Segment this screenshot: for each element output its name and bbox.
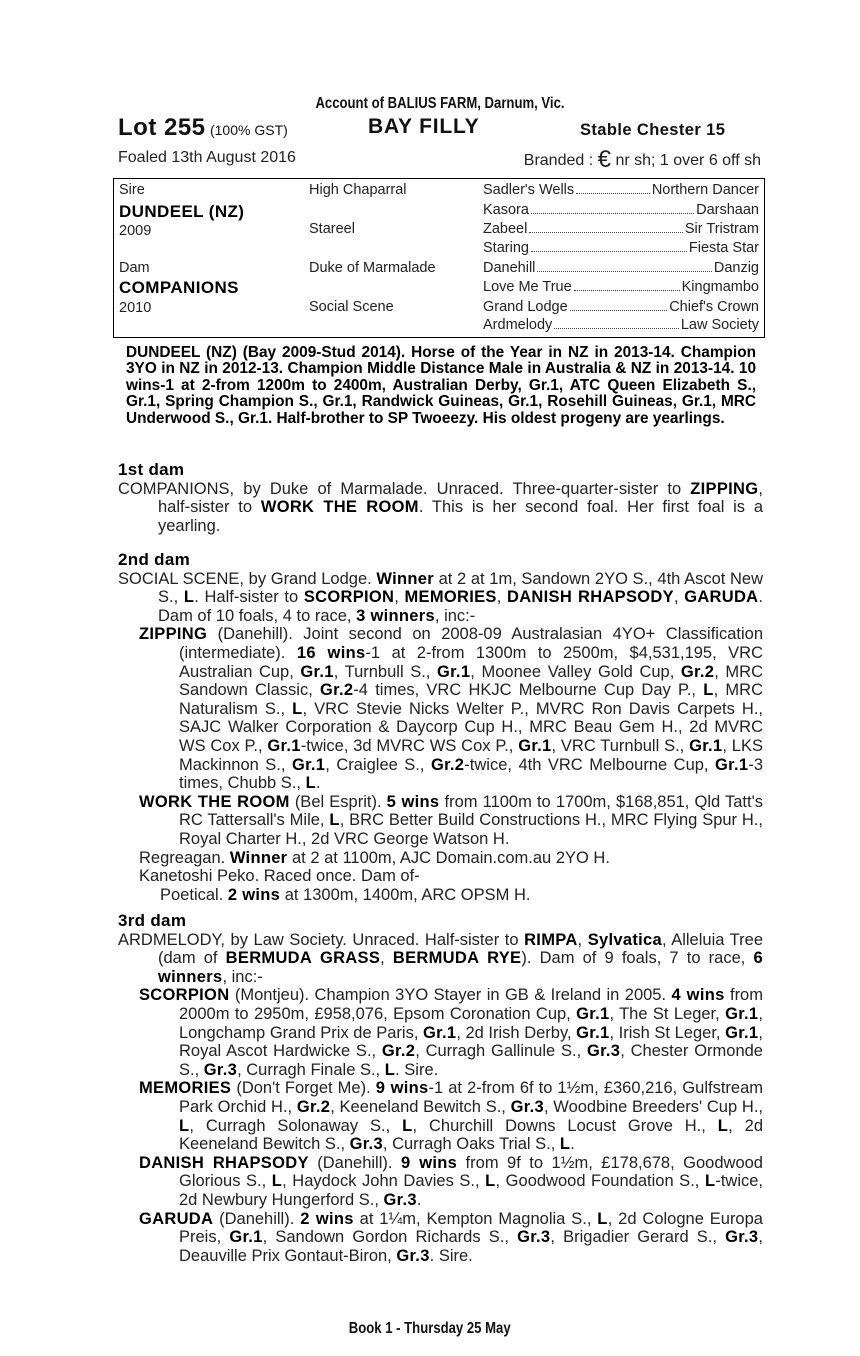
bold-text: 2 wins <box>300 1209 354 1228</box>
text: from 1100m to 1700m, $168,851, Qld Tatt's RC Tattersall's Mile, <box>179 792 763 830</box>
text: , Curragh Gallinule S., <box>415 1042 587 1061</box>
dam-year: 2010 <box>119 300 152 316</box>
grade: Gr.2 <box>381 1042 416 1061</box>
sire-sire: High Chaparral <box>309 182 407 198</box>
sire-summary: DUNDEEL (NZ) (Bay 2009-Stud 2014). Horse of the Year in NZ in 2013-14. Champion 3YO in NZ in 2012-13. Champion Middle Distance Male in Australia & NZ in 2013-14. 10 wins-1 at 2-from 1200m to 2400m, Australian Derby, Gr.1, ATC Queen Elizabeth S., Gr.1, Spring Champion S., Gr.1, Randwick Guineas, Gr.1, Rosehill Guineas, Gr.1, MRC Underwood S., Gr.1. Half-brother to SP Twoeezy. His oldest progeny are yearlings. <box>126 344 756 427</box>
text: , LKS Mackinnon S., <box>179 736 763 774</box>
grade: Gr.3 <box>510 1097 544 1116</box>
bold-text: 4 wins <box>671 986 725 1005</box>
dam-name: COMPANIONS <box>119 278 239 297</box>
text: , Chester Ormonde S., <box>179 1042 763 1079</box>
ancestor-left: Ardmelody <box>483 317 553 333</box>
text: (Montjeu). Champion 3YO Stayer in GB & Ireland in 2005. <box>229 986 672 1005</box>
text: -4 times, VRC HKJC Melbourne Cup Day P., <box>353 681 704 700</box>
grade: Gr.3 <box>383 1190 417 1209</box>
text: , Curragh Solonaway S., <box>189 1116 403 1135</box>
bold-text: 16 wins <box>296 643 366 662</box>
text: Regreagan. <box>139 848 230 867</box>
leader-dots <box>537 260 711 272</box>
foaled-date: Foaled 13th August 2016 <box>118 149 296 166</box>
sire-label: Sire <box>119 182 145 198</box>
horse-name: WORK THE ROOM <box>139 792 290 811</box>
text: , MRC Sandown Classic, <box>179 662 763 700</box>
horse-name: MEMORIES <box>404 588 497 607</box>
text: . <box>315 774 321 793</box>
text: -1 at 2-from 1300m to 2500m, $4,531,195, VRC Australian Cup, <box>179 643 763 681</box>
ancestor-left: Grand Lodge <box>483 299 568 315</box>
grade: Gr.1 <box>518 736 552 755</box>
grade: Gr.1 <box>229 1228 263 1247</box>
section-heading: 2nd dam <box>118 550 191 569</box>
text: , <box>496 588 507 607</box>
horse-name: SCORPION <box>303 588 395 607</box>
horse-name: BERMUDA GRASS <box>225 949 381 968</box>
ancestor-row <box>483 240 759 256</box>
text: , Irish St Leger, <box>609 1023 726 1042</box>
text: , inc:- <box>434 606 476 625</box>
bold-text: 5 wins <box>386 792 440 811</box>
text: , <box>380 949 393 968</box>
text: Kanetoshi Peko. Raced once. Dam of- <box>139 867 420 886</box>
dam-paragraph <box>118 931 763 987</box>
progeny-zipping <box>139 625 763 792</box>
branded-marks: nr sh; 1 over 6 off sh <box>615 152 761 169</box>
grade: Gr.2 <box>680 662 715 681</box>
text: , half-sister to <box>158 479 763 517</box>
leader-dots <box>576 182 650 194</box>
text: , Keeneland Bewitch S., <box>330 1097 511 1116</box>
ancestor-row <box>483 202 759 218</box>
ancestor-left: Danehill <box>483 260 536 276</box>
text: -twice, 4th VRC Melbourne Cup, <box>464 755 716 774</box>
grade: L <box>402 1116 413 1135</box>
grade: L <box>305 774 316 793</box>
text: . Sire. <box>429 1246 473 1265</box>
grade: Gr.1 <box>291 755 326 774</box>
bold-text: 9 wins <box>375 1079 429 1098</box>
text: , The St Leger, <box>609 1004 726 1023</box>
text: . <box>416 1190 422 1209</box>
ancestor-left: Zabeel <box>483 221 528 237</box>
grade: Gr.2 <box>296 1097 331 1116</box>
text: . Sire. <box>395 1060 439 1079</box>
ancestor-right: Darshaan <box>696 202 759 218</box>
text: (Danehill). Joint second on 2008-09 Australasian 4YO+ Classification (intermediate). <box>179 625 763 662</box>
grade: Gr.2 <box>430 755 465 774</box>
text: , Curragh Finale S., <box>237 1060 385 1079</box>
grandprogeny-poetical <box>160 886 763 905</box>
ancestor-right: Sir Tristram <box>684 221 759 237</box>
grade: L <box>597 1209 608 1228</box>
grade: L <box>717 1116 729 1135</box>
text: at 2 at 1m, Sandown 2YO S., 4th Ascot New S., <box>158 569 764 607</box>
ancestor-left: Kasora <box>483 202 529 218</box>
grade: L <box>485 1172 496 1191</box>
bold-text: 6 winners <box>158 949 764 986</box>
text: , Brigadier Gerard S., <box>550 1228 726 1247</box>
horse-name: GARUDA <box>684 588 759 607</box>
sire-name: DUNDEEL (NZ) <box>119 202 245 221</box>
ancestor-row <box>483 260 759 276</box>
text: , Curragh Oaks Trial S., <box>382 1135 560 1154</box>
text: , <box>673 588 685 607</box>
bold-text: 9 wins <box>400 1153 458 1172</box>
text: -1 at 2-from 6f to 1½m, £360,216, Gulfstream Park Orchid H., <box>179 1079 763 1116</box>
progeny-work-the-room <box>139 793 763 849</box>
second-dam-section <box>118 551 763 904</box>
grade: Gr.1 <box>423 1023 457 1042</box>
ancestor-right: Fiesta Star <box>688 240 759 256</box>
horse-name: BERMUDA RYE <box>392 949 522 968</box>
grade: L <box>271 1172 283 1191</box>
ancestor-left: Love Me True <box>483 279 572 295</box>
stable-location: Stable Chester 15 <box>580 121 726 139</box>
text: , Moonee Valley Gold Cup, <box>470 662 681 681</box>
account-line: Account of BALIUS FARM, Darnum, Vic. <box>315 95 565 112</box>
grade: Gr.1 <box>715 755 749 774</box>
progeny-memories <box>139 1079 763 1153</box>
sire-year: 2009 <box>119 223 152 239</box>
progeny-garuda <box>139 1210 763 1266</box>
text: COMPANIONS, by Duke of Marmalade. Unraced. Three-quarter-sister to <box>118 479 691 498</box>
bold-text: Winner <box>376 569 434 588</box>
grade: Gr.1 <box>689 736 723 755</box>
ancestor-right: Northern Dancer <box>651 182 759 198</box>
gst-label: (100% GST) <box>209 122 288 138</box>
text: , Royal Ascot Hardwicke S., <box>179 1023 763 1061</box>
text: -twice, 3d MVRC WS Cox P., <box>300 736 519 755</box>
horse-name: DANISH RHAPSODY <box>139 1153 309 1172</box>
page-footer <box>0 1320 860 1338</box>
grade: Gr.1 <box>725 1023 759 1042</box>
ancestor-row <box>483 317 759 333</box>
ancestor-left: Sadler's Wells <box>483 182 575 198</box>
progeny-danish-rhapsody <box>139 1154 763 1210</box>
text: , BRC Better Build Constructions H., MRC Flying Spur H., Royal Charter H., 2d VRC George Watson H. <box>179 811 763 848</box>
text: , 2d Irish Derby, <box>456 1023 577 1042</box>
dam-sire: Duke of Marmalade <box>309 260 436 276</box>
text: , Craiglee S., <box>325 755 431 774</box>
grade: L <box>329 811 340 830</box>
text: from 2000m to 2950m, £958,076, Epsom Coronation Cup, <box>179 986 763 1023</box>
text: , 2d Keeneland Bewitch S., <box>179 1116 763 1154</box>
text: Poetical. <box>160 885 228 904</box>
brand-icon: € <box>597 146 611 173</box>
grade: L <box>384 1060 396 1079</box>
horse-name: WORK THE ROOM <box>260 498 419 517</box>
horse-name: ZIPPING <box>139 625 208 644</box>
text: from 9f to 1½m, £178,678, Goodwood Glorious S., <box>179 1153 763 1191</box>
text: (Bel Esprit). <box>289 792 387 811</box>
horse-name: Sylvatica <box>587 930 662 949</box>
ancestor-right: Kingmambo <box>681 279 759 295</box>
horse-name: RIMPA <box>524 930 578 949</box>
text: (Danehill). <box>213 1209 301 1228</box>
progeny-kanetoshi-peko <box>139 867 763 886</box>
text: ARDMELODY, by Law Society. Unraced. Half-sister to <box>118 930 525 949</box>
text: at 1¼m, Kempton Magnolia S., <box>353 1209 598 1228</box>
pedigree-table <box>113 178 765 338</box>
bold-text: Winner <box>229 848 288 867</box>
horse-name: DANISH RHAPSODY <box>507 588 674 607</box>
text: at 2 at 1100m, AJC Domain.com.au 2YO H. <box>287 848 610 867</box>
ancestor-row <box>483 182 759 198</box>
progeny-regreagan <box>139 849 763 868</box>
ancestor-row <box>483 279 759 295</box>
grade: L <box>292 699 303 718</box>
text: , Longchamp Grand Prix de Paris, <box>179 1004 763 1042</box>
ancestor-right: Law Society <box>680 317 759 333</box>
grade: Gr.1 <box>576 1023 610 1042</box>
text: , 2d Cologne Europa Preis, <box>179 1209 763 1247</box>
horse-name: MEMORIES <box>139 1079 232 1098</box>
grade: Gr.3 <box>586 1042 621 1061</box>
text: , MRC Naturalism S., <box>179 681 763 718</box>
footer-text: Book 1 - Thursday 25 May <box>349 1320 511 1337</box>
ancestor-right: Chief's Crown <box>669 299 759 315</box>
grade: Gr.1 <box>300 662 334 681</box>
grade: Gr.1 <box>267 736 301 755</box>
text: . This is her second foal. Her first foal is a yearling. <box>158 498 764 535</box>
grade: L <box>559 1135 571 1154</box>
text: , Churchill Downs Locust Grove H., <box>412 1116 718 1135</box>
grade: Gr.3 <box>203 1060 238 1079</box>
text: -twice, 2d Newbury Hungerford S., <box>179 1172 763 1209</box>
horse-name: GARUDA <box>139 1209 214 1228</box>
text: , Alleluia Tree (dam of <box>158 930 763 968</box>
ancestor-right: Danzig <box>713 260 759 276</box>
bold-text: 3 winners <box>356 606 435 625</box>
grade: L <box>703 681 714 700</box>
dam-paragraph <box>118 480 763 536</box>
grade: Gr.1 <box>576 1004 610 1023</box>
grade: Gr.3 <box>517 1228 551 1247</box>
bold-text: L <box>183 588 195 607</box>
text: ). Dam of 9 foals, 7 to race, <box>521 949 754 968</box>
text: , Haydock John Davies S., <box>282 1172 486 1191</box>
text: SOCIAL SCENE, by Grand Lodge. <box>118 569 377 588</box>
leader-dots <box>570 299 668 311</box>
ancestor-row <box>483 299 759 315</box>
text: . Half-sister to <box>194 588 304 607</box>
text: , Deauville Prix Gontaut-Biron, <box>179 1228 763 1265</box>
text: , <box>577 930 588 949</box>
grade: L <box>179 1116 190 1135</box>
leader-dots <box>531 202 694 214</box>
grade: Gr.1 <box>436 662 471 681</box>
horse-description: BAY FILLY <box>368 115 480 138</box>
text: at 1300m, 1400m, ARC OPSM H. <box>280 885 531 904</box>
grade: L <box>704 1172 716 1191</box>
leader-dots <box>574 279 680 291</box>
leader-dots <box>554 317 679 329</box>
text: , inc:- <box>222 967 263 986</box>
first-dam-section <box>118 461 763 535</box>
section-heading: 3rd dam <box>118 911 187 930</box>
grade: Gr.3 <box>396 1246 430 1265</box>
ancestor-row <box>483 221 759 237</box>
grade: Gr.3 <box>349 1135 383 1154</box>
section-heading: 1st dam <box>118 460 185 479</box>
text: , VRC Turnbull S., <box>551 736 690 755</box>
text: , <box>394 588 405 607</box>
dam-label: Dam <box>119 260 150 276</box>
lot-label: Lot 255 <box>118 114 206 141</box>
leader-dots <box>529 221 683 233</box>
text: , Turnbull S., <box>333 662 437 681</box>
horse-name: SCORPION <box>139 986 230 1005</box>
grade: Gr.1 <box>725 1004 759 1023</box>
text: (Danehill). <box>308 1153 401 1172</box>
text: , Sandown Gordon Richards S., <box>262 1228 518 1247</box>
sire-dam: Stareel <box>309 221 355 237</box>
lot-number <box>118 114 288 142</box>
text: . Dam of 10 foals, 4 to race, <box>158 588 763 625</box>
dam-dam: Social Scene <box>309 299 394 315</box>
ancestor-left: Staring <box>483 240 529 256</box>
dam-paragraph <box>118 570 763 626</box>
grade: Gr.2 <box>320 681 354 700</box>
branded-info <box>524 146 761 174</box>
progeny-scorpion <box>139 986 763 1079</box>
text: , VRC Stevie Nicks Welter P., MVRC Ron Davis Carpets H., SAJC Walker Corporation & Daycorp Cup H., MRC Beau Gem H., 2d MVRC WS Cox P., <box>179 699 763 755</box>
text: -3 times, Chubb S., <box>179 755 763 793</box>
grade: Gr.3 <box>725 1228 759 1247</box>
horse-name: ZIPPING <box>690 479 759 498</box>
text: , Goodwood Foundation S., <box>495 1172 705 1191</box>
text: . <box>570 1135 575 1154</box>
third-dam-section <box>118 912 763 1265</box>
branded-label: Branded : <box>523 152 594 169</box>
bold-text: 2 wins <box>227 885 281 904</box>
text: (Don't Forget Me). <box>231 1079 376 1098</box>
text: , Woodbine Breeders' Cup H., <box>543 1097 763 1116</box>
leader-dots <box>531 240 687 252</box>
